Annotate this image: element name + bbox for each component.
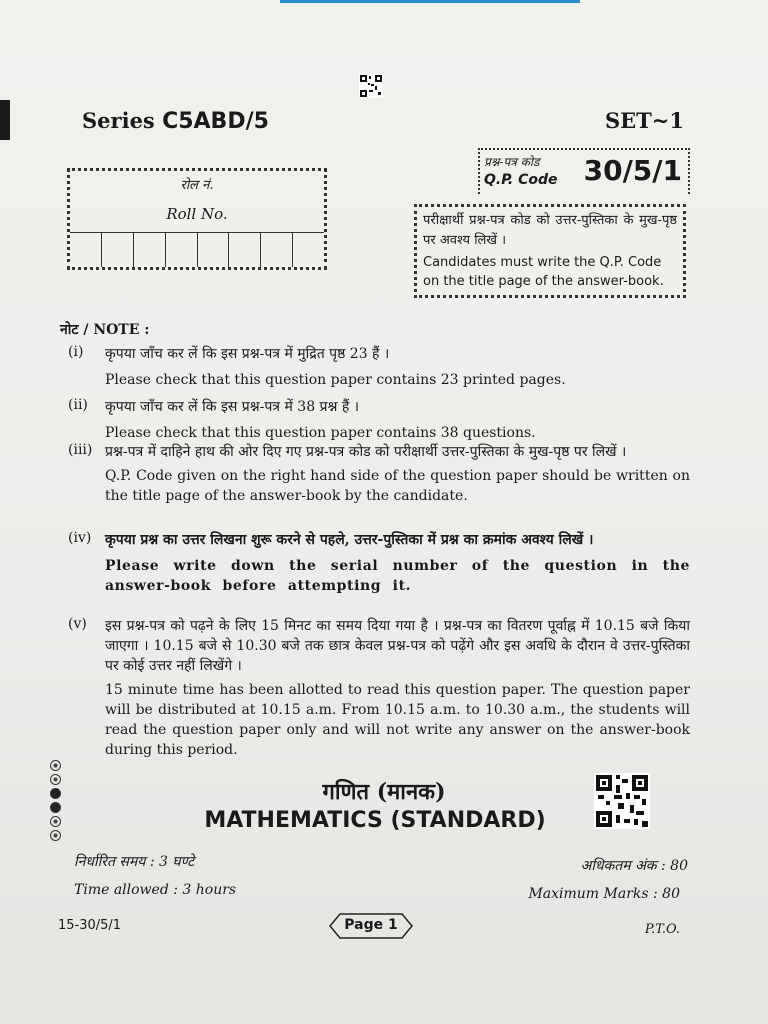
coin-mark bbox=[50, 760, 61, 771]
series-line bbox=[82, 108, 269, 134]
maximum-marks-english: Maximum Marks : 80 bbox=[528, 886, 680, 902]
note-item bbox=[68, 616, 690, 760]
roll-cell[interactable] bbox=[293, 233, 324, 267]
qp-label-hindi: प्रश्न-पत्र कोड bbox=[484, 155, 540, 169]
qp-code-box bbox=[478, 148, 690, 194]
note-item bbox=[68, 442, 690, 506]
qr-code-icon bbox=[594, 773, 650, 829]
series-code: C5ABD/5 bbox=[162, 109, 269, 134]
roll-label-english: Roll No. bbox=[166, 205, 228, 223]
roll-cell[interactable] bbox=[102, 233, 134, 267]
note-item-hindi: कृपया जाँच कर लें कि इस प्रश्न-पत्र में मुद्रित पृष्ठ 23 हैं । bbox=[105, 346, 390, 362]
note-item-hindi: इस प्रश्न-पत्र को पढ़ने के लिए 15 मिनट का समय दिया गया है । प्रश्न-पत्र का वितरण पूर्वाह्न में 10.15 बजे किया जाएगा । 10.15 बजे से 10.30 बजे तक छात्र केवल प्रश्न-पत्र को पढ़ेंगे और इस अवधि के दौरान वे उत्तर-पुस्तिका पर कोई उत्तर नहीं लिखेंगे । bbox=[105, 618, 690, 674]
note-item-number: (v) bbox=[68, 616, 87, 632]
candidate-instruction-english: Candidates must write the Q.P. Code on the title page of the answer-book. bbox=[423, 255, 664, 289]
subject-title-hindi: गणित (मानक) bbox=[322, 779, 446, 805]
note-item-hindi: कृपया जाँच कर लें कि इस प्रश्न-पत्र में 38 प्रश्न हैं । bbox=[105, 399, 360, 415]
note-item-number: (i) bbox=[68, 344, 84, 360]
roll-cell[interactable] bbox=[134, 233, 166, 267]
note-item-number: (ii) bbox=[68, 397, 88, 413]
roll-cell[interactable] bbox=[70, 233, 102, 267]
note-item bbox=[68, 530, 690, 596]
note-item-hindi: प्रश्न-पत्र में दाहिने हाथ की ओर दिए गए प्रश्न-पत्र कोड को परीक्षार्थी उत्तर-पुस्तिका के मुख-पृष्ठ पर लिखें । bbox=[105, 444, 627, 460]
note-item-english: Please check that this question paper contains 23 printed pages. bbox=[105, 372, 566, 388]
note-item-number: (iii) bbox=[68, 442, 93, 458]
subject-title-english: MATHEMATICS (STANDARD) bbox=[204, 808, 546, 833]
roll-number-cells bbox=[70, 232, 324, 267]
roll-label-hindi: रोल नं. bbox=[180, 178, 214, 193]
roll-cell[interactable] bbox=[261, 233, 293, 267]
series-label: Series bbox=[82, 108, 155, 133]
candidate-instruction-hindi: परीक्षार्थी प्रश्न-पत्र कोड को उत्तर-पुस्तिका के मुख-पृष्ठ पर अवश्य लिखें । bbox=[423, 213, 677, 248]
binding-mark bbox=[0, 100, 10, 140]
candidate-instruction-box bbox=[414, 204, 686, 298]
page-number-badge bbox=[322, 912, 420, 940]
footer-paper-code: 15-30/5/1 bbox=[58, 918, 122, 933]
page-number: Page 1 bbox=[344, 917, 398, 933]
set-number: SET~1 bbox=[604, 108, 684, 133]
roll-cell[interactable] bbox=[198, 233, 230, 267]
roll-cell[interactable] bbox=[229, 233, 261, 267]
note-item-english: Please write down the serial number of the question in the answer-book before attempting it. bbox=[105, 558, 690, 594]
maximum-marks-hindi: अधिकतम अंक : 80 bbox=[580, 858, 688, 874]
note-item-hindi: कृपया प्रश्न का उत्तर लिखना शुरू करने से पहले, उत्तर-पुस्तिका में प्रश्न का क्रमांक अवश्य लिखें । bbox=[105, 532, 594, 548]
please-turn-over: P.T.O. bbox=[644, 922, 680, 937]
roll-cell[interactable] bbox=[166, 233, 198, 267]
time-allowed-hindi: निर्धारित समय : 3 घण्टे bbox=[74, 854, 195, 870]
roll-number-box bbox=[67, 168, 327, 270]
note-item-english: Q.P. Code given on the right hand side of the question paper should be written on the title page of the answer-book by the candidate. bbox=[105, 468, 690, 504]
note-item-english: Please check that this question paper contains 38 questions. bbox=[105, 425, 536, 441]
top-edge-line bbox=[280, 0, 580, 3]
note-item bbox=[68, 397, 690, 443]
note-heading: नोट / NOTE : bbox=[60, 322, 150, 338]
note-item-english: 15 minute time has been allotted to read this question paper. The question paper will be distributed at 10.15 a.m. From 10.15 a.m. to 10.30 a.m., the students will read the question paper only and will not write any answer on the answer-book during this period. bbox=[105, 682, 690, 758]
qr-code-icon bbox=[359, 74, 383, 98]
qp-label-english: Q.P. Code bbox=[484, 172, 558, 188]
qp-code-value: 30/5/1 bbox=[583, 154, 682, 187]
note-item-number: (iv) bbox=[68, 530, 92, 546]
note-item bbox=[68, 344, 690, 390]
time-allowed-english: Time allowed : 3 hours bbox=[74, 882, 237, 898]
